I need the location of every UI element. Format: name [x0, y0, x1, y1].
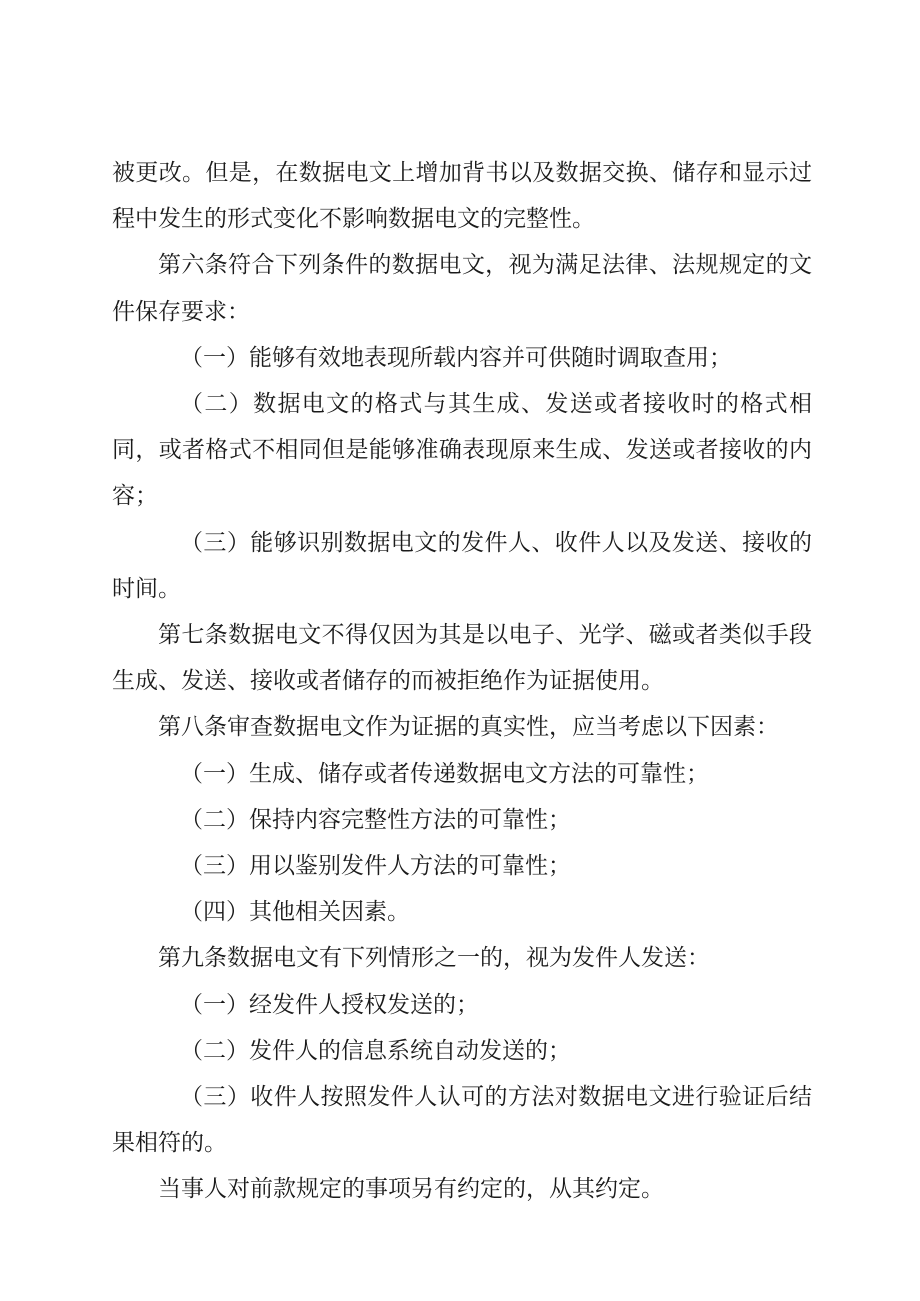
article-8-item-2: （二）保持内容完整性方法的可靠性； [180, 806, 571, 833]
article-9-item-2: （二）发件人的信息系统自动发送的； [180, 1037, 571, 1064]
article-8-item-4: （四）其他相关因素。 [180, 899, 410, 926]
article-8: 第八条审查数据电文作为证据的真实性，应当考虑以下因素： [158, 714, 779, 741]
document-body [112, 150, 812, 1213]
article-6-item-3: （三）能够识别数据电文的发件人、收件人以及发送、接收的时间。 [112, 529, 812, 602]
article-9-item-3: （三）收件人按照发件人认可的方法对数据电文进行验证后结果相符的。 [112, 1084, 812, 1157]
article-6-item-2: （二）数据电文的格式与其生成、发送或者接收时的格式相同，或者格式不相同但是能够准确表现原来生成、发送或者接收的内容； [112, 391, 812, 510]
article-8-item-3: （三）用以鉴别发件人方法的可靠性； [180, 853, 571, 880]
paragraph-continuation: 被更改。但是，在数据电文上增加背书以及数据交换、储存和显示过程中发生的形式变化不影响数据电文的完整性。 [112, 160, 812, 233]
article-8-item-1: （一）生成、储存或者传递数据电文方法的可靠性； [180, 760, 709, 787]
article-7: 第七条数据电文不得仅因为其是以电子、光学、磁或者类似手段生成、发送、接收或者储存的而被拒绝作为证据使用。 [112, 622, 812, 695]
article-6: 第六条符合下列条件的数据电文，视为满足法律、法规规定的文件保存要求： [112, 252, 812, 325]
article-9-item-1: （一）经发件人授权发送的； [180, 991, 479, 1018]
article-9: 第九条数据电文有下列情形之一的，视为发件人发送： [158, 945, 710, 972]
article-6-item-1: （一）能够有效地表现所载内容并可供随时调取查用； [180, 344, 732, 371]
article-9-closing: 当事人对前款规定的事项另有约定的，从其约定。 [158, 1176, 664, 1203]
